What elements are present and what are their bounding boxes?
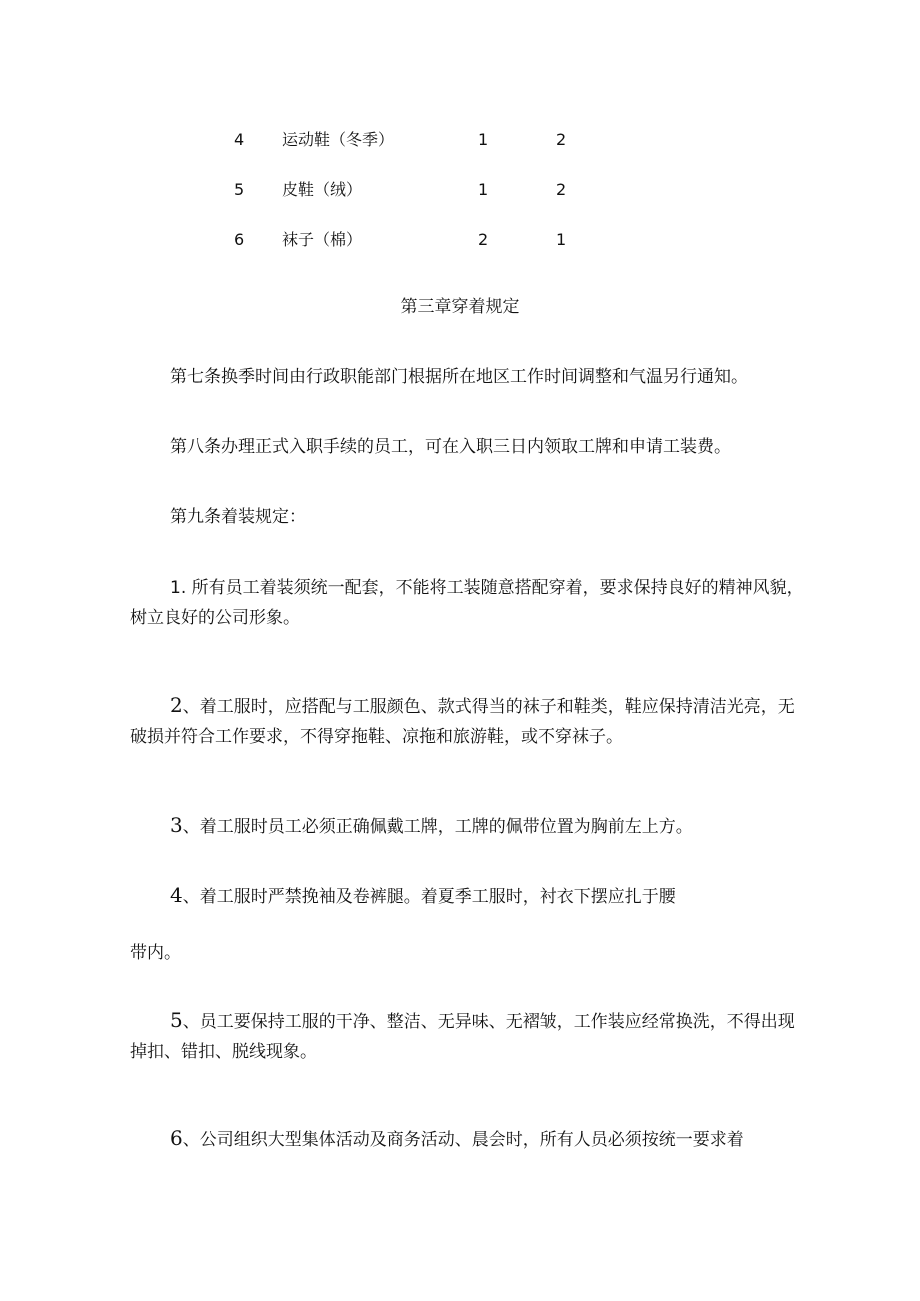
- item-qty-b: 2: [556, 130, 567, 149]
- rule-item-3: [130, 810, 805, 842]
- rule-item-number: 5: [170, 1008, 183, 1032]
- chapter-title: 第三章穿着规定: [400, 297, 520, 317]
- item-name: 袜子（棉）: [282, 230, 363, 249]
- item-number: 6: [234, 230, 245, 249]
- rule-item-text: 、公司组织大型集体活动及商务活动、晨会时，所有人员必须按统一要求着: [182, 1130, 744, 1150]
- item-number: 5: [234, 180, 245, 199]
- article-7: 第七条换季时间由行政职能部门根据所在地区工作时间调整和气温另行通知。: [170, 367, 748, 387]
- rule-item-4-line1: [130, 880, 805, 912]
- rule-item-4-line2: 带内。: [130, 943, 181, 963]
- article-8: 第八条办理正式入职手续的员工，可在入职三日内领取工牌和申请工装费。: [170, 437, 731, 457]
- rule-item-text: 、着工服时员工必须正确佩戴工牌，工牌的佩带位置为胸前左上方。: [182, 817, 693, 837]
- rule-item-text: 、员工要保持工服的干净、整洁、无异味、无褶皱，工作装应经常换洗，不得出现掉扣、错扣、脱线现象。: [130, 1012, 795, 1062]
- item-name: 皮鞋（绒）: [282, 180, 363, 199]
- item-name: 运动鞋（冬季）: [282, 130, 395, 149]
- item-qty-b: 1: [556, 230, 567, 249]
- item-number: 4: [234, 130, 245, 149]
- item-qty-a: 1: [478, 180, 489, 199]
- rule-item-2: [130, 690, 805, 752]
- rule-item-number: 4: [170, 883, 183, 907]
- item-qty-a: 1: [478, 130, 489, 149]
- rule-item-number: 6: [170, 1126, 183, 1150]
- rule-item-number: 2: [170, 693, 183, 717]
- rule-item-1: 1. 所有员工着装须统一配套，不能将工装随意搭配穿着，要求保持良好的精神风貌，树立良好的公司形象。: [130, 578, 804, 628]
- rule-item-text: 、着工服时严禁挽袖及卷裤腿。着夏季工服时，衬衣下摆应扎于腰: [182, 887, 676, 907]
- item-qty-b: 2: [556, 180, 567, 199]
- rule-item-6: [130, 1123, 805, 1155]
- article-9: 第九条着装规定：: [170, 507, 306, 527]
- rule-item-5: [130, 1005, 805, 1067]
- rule-item-number: 3: [170, 813, 183, 837]
- item-qty-a: 2: [478, 230, 489, 249]
- rule-item-text: 、着工服时，应搭配与工服颜色、款式得当的袜子和鞋类，鞋应保持清洁光亮，无破损并符合工作要求，不得穿拖鞋、凉拖和旅游鞋，或不穿袜子。: [130, 697, 795, 747]
